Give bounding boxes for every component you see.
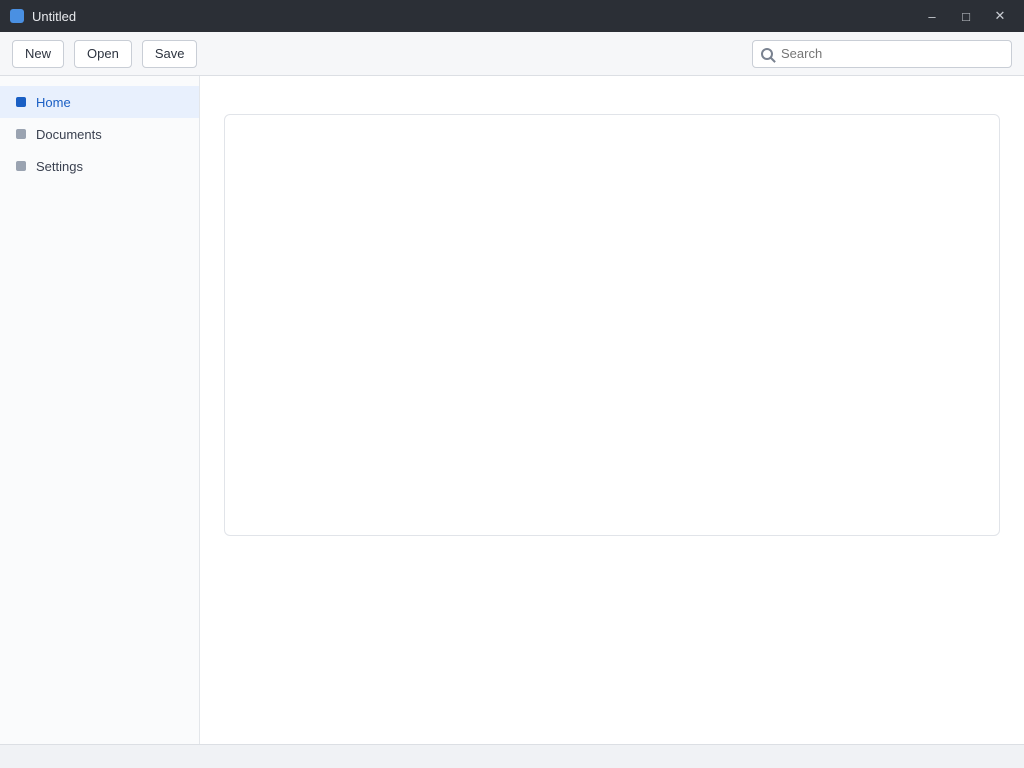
- maximize-icon[interactable]: □: [962, 8, 970, 24]
- search-box: [752, 40, 1012, 68]
- close-icon[interactable]: ✕: [994, 8, 1006, 23]
- sidebar-item-home[interactable]: [0, 86, 199, 118]
- app-icon: [10, 9, 24, 23]
- main-body: [0, 76, 1024, 744]
- folder-icon: [16, 129, 26, 139]
- home-icon: [16, 97, 26, 107]
- open-button[interactable]: Open: [74, 40, 132, 68]
- search-icon: [761, 48, 773, 60]
- sidebar-item-label: Settings: [36, 158, 83, 174]
- sidebar-item-label: Documents: [36, 126, 102, 142]
- new-button[interactable]: New: [12, 40, 64, 68]
- window-title: Untitled: [32, 8, 77, 24]
- minimize-icon[interactable]: –: [928, 8, 936, 24]
- search-input[interactable]: [779, 45, 1003, 62]
- main-content: [200, 76, 1024, 744]
- sidebar: [0, 76, 200, 744]
- window-controls: [918, 5, 1014, 27]
- content-panel: [224, 114, 1000, 536]
- toolbar: [0, 32, 1024, 76]
- sidebar-item-documents[interactable]: [0, 118, 199, 150]
- save-button[interactable]: Save: [142, 40, 198, 68]
- sidebar-item-settings[interactable]: [0, 150, 199, 182]
- title-bar: [0, 0, 1024, 32]
- sidebar-item-label: Home: [36, 94, 71, 110]
- status-bar: [0, 744, 1024, 768]
- gear-icon: [16, 161, 26, 171]
